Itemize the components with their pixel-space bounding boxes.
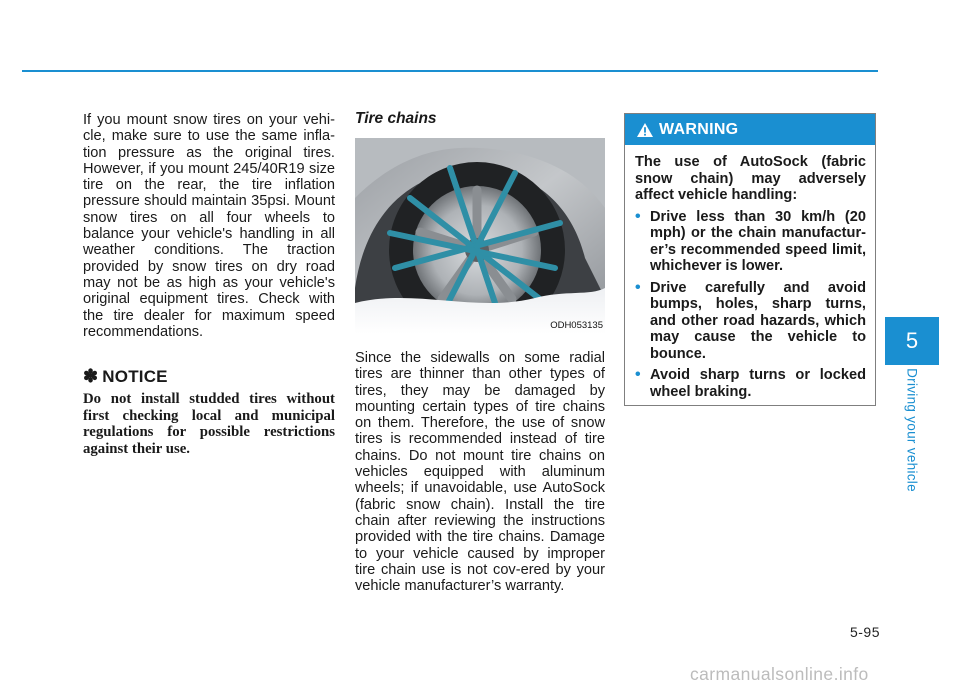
top-rule — [22, 70, 878, 72]
warning-intro: The use of AutoSock (fabric snow chain) may adversely affect vehicle handling: — [635, 154, 866, 203]
bullet-icon: • — [635, 207, 641, 225]
list-item — [635, 367, 866, 400]
image-code: ODH053135 — [550, 320, 603, 331]
warning-box — [624, 113, 876, 406]
bullet-icon: • — [635, 278, 641, 296]
watermark: carmanualsonline.info — [690, 664, 869, 684]
page-number: 5-95 — [849, 624, 880, 640]
notice-text: Do not install studded tires without first checking local and municipal regulations for possible restrictions against their use. — [83, 391, 335, 457]
warning-item-text: Drive less than 30 km/h (20 mph) or the chain manufactur-er’s recommended speed limit, whichever is lower. — [650, 208, 866, 274]
middle-column — [355, 110, 605, 594]
warning-list — [635, 209, 866, 401]
section-title: Tire chains — [355, 110, 437, 127]
left-column — [83, 112, 335, 458]
snow-tires-paragraph: If you mount snow tires on your vehi-cle, make sure to use the same infla-tion pressure as the original tires. However, if you mount 245/40R19 size tire on the rear, the tire inflation pressure should maintain 35psi. Mount snow tires on all four wheels to balance your vehicle's handling in all weather conditions. The traction provided by snow tires on dry road may not be as high as your vehicle's original equipment tires. Check with the tire dealer for maximum speed recommendations. — [83, 112, 335, 340]
notice-title: NOTICE — [102, 366, 168, 386]
notice-heading — [83, 366, 335, 387]
tire-chain-illustration — [355, 138, 605, 334]
list-item — [635, 280, 866, 363]
bullet-icon: • — [635, 366, 641, 383]
warning-item-text: Avoid sharp turns or locked wheel braking. — [650, 367, 866, 400]
warning-header — [625, 114, 875, 145]
chapter-number-tab: 5 — [885, 317, 939, 365]
notice-symbol-icon: ✽ — [83, 366, 99, 387]
chapter-title: Driving your vehicle — [904, 368, 920, 492]
tire-chain-photo — [355, 138, 605, 334]
warning-body — [625, 145, 875, 400]
warning-title: WARNING — [659, 120, 739, 138]
warning-triangle-icon — [637, 123, 653, 137]
tire-chains-paragraph: Since the sidewalls on some radial tires are thinner than other types of tires, they may be damaged by mounting certain types of tire chains on them. Therefore, the use of snow tires is recommended instead of tire chains. Do not mount tire chains on vehicles equipped with aluminum wheels; if unavoidable, use AutoSock (fabric snow chain). Install the tire chain after reviewing the instructions provided with the tire chains. Damage to your vehicle caused by improper tire chain use is not cov-ered by your vehicle manufacturer’s warranty. — [355, 350, 605, 595]
list-item — [635, 209, 866, 275]
warning-item-text: Drive carefully and avoid bumps, holes, sharp turns, and other road hazards, which may cause the vehicle to bounce. — [650, 279, 866, 362]
